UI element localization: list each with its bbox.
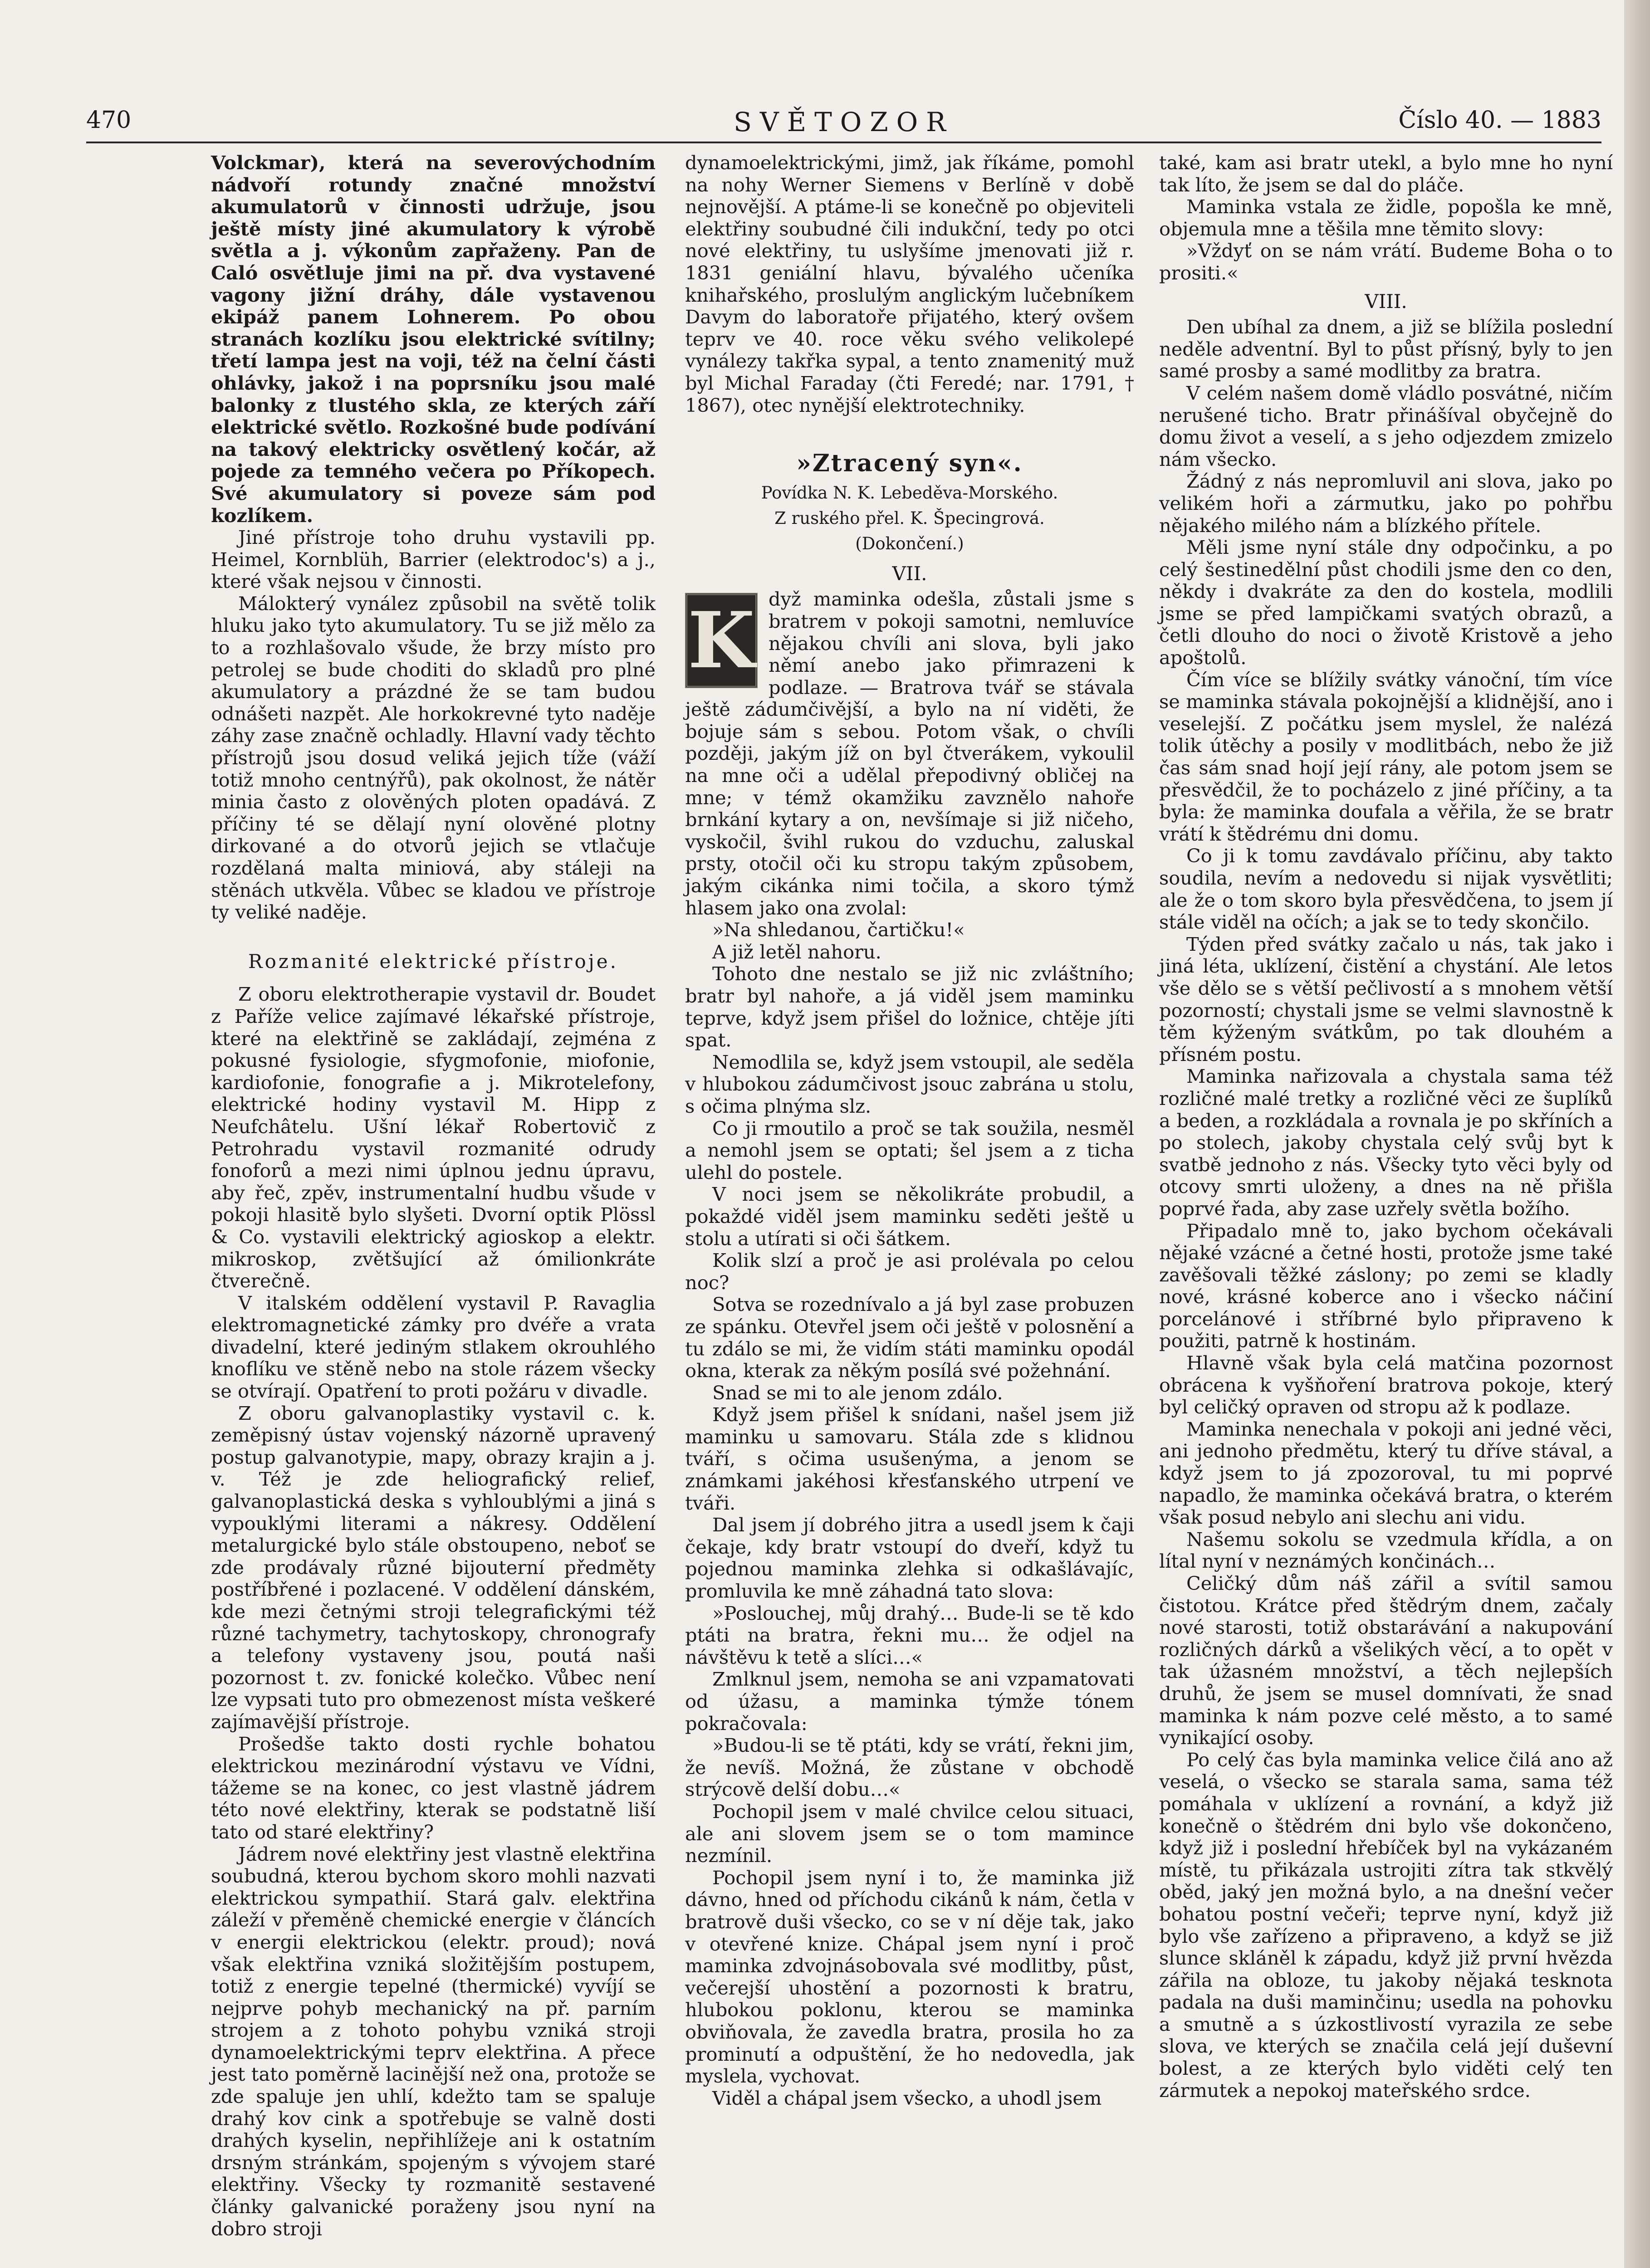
paragraph: Tohoto dne nestalo se již nic zvláštního; bratr byl nahoře, a já viděl jsem maminku teprve, když jsem přišel do ložnice, chtěje jíti spat. [685,963,1134,1051]
dropcap-initial: K [685,593,758,688]
paragraph: Nemodlila se, když jsem vstoupil, ale seděla v hlubokou zádumčivost jsouc zabrána u stolu, s očima plnýma slz. [685,1051,1134,1117]
column-middle [685,152,1134,2109]
paragraph: »Na shledanou, čartičku!« [712,919,965,941]
page-edge [1624,0,1650,2268]
conclusion-note: (Dokončení.) [855,533,964,553]
paragraph: Když jsem přišel k snídani, našel jsem již maminku u samovaru. Stála zde s klidnou tváří, s očima usušenýma, a jenom se známkami jakéhosi křesťanského utrpení ve tváři. [685,1403,1134,1514]
paragraph: Málokterý vynález způsobil na světě tolik hluku jako tyto akumulatory. Tu se již mělo za to a rozhlašovalo všude, že brzy místo pro petrolej se bude choditi do skladů pro plné akumulatory a prázdné že se tam budou odnášeti nazpět. Ale horkokrevné tyto naděje záhy zase značně ochladly. Hlavní vady těchto přístrojů jsou dosud veliká jejich tíže (váží totiž mnoho centnýřů), pak okolnost, že nátěr minia často z olověných ploten opadává. Z příčiny té se dělají nyní olověné plotny dirkované a do otvorů jejich se vtlačuje rozdělaná malta miniová, aby stáleji na stěnách utkvěla. Vůbec se kladou ve přístroje ty veliké naděje. [211,592,656,924]
paragraph: Našemu sokolu se vzedmula křídla, a on lítal nyní v neznámých končinách… [1159,1528,1613,1573]
paragraph: V italském oddělení vystavil P. Ravaglia elektromagnetické zámky pro dvéře a vrata divadelní, které jediným stlakem okrouhlého knoflíku ve stěně nebo na stole rázem všecky se otvírají. Opatření to proti požáru v divadle. [211,1291,656,1403]
page-number: 470 [86,107,132,134]
column-right [1159,152,1613,2102]
story-subtitle: Povídka N. K. Lebeděva-Morského. [761,483,1058,503]
section-title: Rozmanité elektrické přístroje. [248,950,619,973]
paragraph: »Vždyť on se nám vrátí. Budeme Boha o to prositi.« [1159,240,1613,284]
paragraph: dyž maminka odešla, zůstali jsme s bratrem v pokoji samotni, nemluvíce nějakou chvíli ani slova, byli jako němí anebo jako přimrazeni k podlaze. — Bratrova tvář se stávala ještě zádumčivější, a bylo na ní viděti, že bojuje sám s sebou. Potom však, o chvíli později, jakým jíž on byl čtverákem, vykoulil na mne oči a udělal přepodivný obličej na mne; v témž okamžiku zavznělo nahoře brnkání kytary a on, nevšímaje si již ničeho, vyskočil, švihl rukou do vzduchu, zaluskal prsty, otočil oči ku stropu takým způsobem, jakým cikánka nimi točila, a skoro týmž hlasem jako ona zvolal: [685,588,1134,919]
paragraph: Volckmar), která na severovýchodním nádvoří rotundy značné množství akumulatorů v činnosti udržuje, jsou ještě místy jiné akumulatory k výrobě světla a j. výkonům zapřaženy. Pan de Caló osvětluje jimi na př. dva vystavené vagony jižní dráhy, dále vystavenou ekipáž panem Lohnerem. Po obou stranách kozlíku jsou elektrické svítilny; třetí lampa jest na voji, též na čelní části ohlávky, jakož i na poprsníku jsou malé balonky z tlustého skla, ze kterých září elektrické světlo. Rozkošné bude podívání na takový elektricky osvětlený kočár, až pojede za temného večera po Příkopech. Své akumulatory si poveze sám pod kozlíkem. [211,152,656,527]
paragraph: Hlavně však byla celá matčina pozornost obrácena k vyšňoření bratrova pokoje, který byl celičký opraven od stropu až k podlaze. [1159,1352,1613,1418]
paragraph: Jádrem nové elektřiny jest vlastně elektřina soubudná, kterou bychom skoro mohli nazvati elektrickou sympathií. Stará galv. elektřina záleží v přeměně chemické energie v článcích v energii elektrickou (elektr. proud); nová však elektřina vzniká složitějším postupem, totiž z energie tepelné (thermické) vyvíjí se nejprve pohyb mechanický na př. parním strojem a z tohoto pohybu vzniká stroji dynamoelektrickými teprv elektřina. A přece jest tato poměrně lacinější než ona, protože se zde spaluje jen uhlí, kdežto tam se spaluje drahý kov cink a spotřebuje se valně dosti drahých kyselin, nepřihlížeje ani k ostatním drsným stránkám, spojeným s vývojem staré elektřiny. Všecky ty rozmanitě sestavené články galvanické poraženy jsou nyní na dobro stroji [211,1843,656,2240]
paragraph: Pochopil jsem v malé chvilce celou situaci, ale ani slovem jsem se o tom mamince nezmínil. [685,1800,1134,1867]
paragraph: Pochopil jsem nyní i to, že maminka již dávno, hned od příchodu cikánů k nám, četla v bratrově duši všecko, co se v ní děje tak, jako v otevřené knize. Chápal jsem nyní i proč maminka zdvojnásobovala své modlitby, půst, večerejší uhostění a pozornosti k bratru, hlubokou poklonu, kterou se maminka obviňovala, že zavedla bratra, prosila ho za prominutí a odpuštění, že ho nedovedla, jak myslela, vychovat. [685,1866,1134,2087]
paragraph: Jiné přístroje toho druhu vystavili pp. Heimel, Kornblüh, Barrier (elektrodoc's) a j., které však nejsou v činnosti. [211,526,656,593]
paragraph: Týden před svátky začalo u nás, tak jako i jiná léta, uklízení, čistění a chystání. Ale letos vše dělo se s větší pečlivostí a s mnohem větší pozorností; chystali jsme se velmi slavnostně k těm kýženým svátkům, po tak dlouhém a přísném postu. [1159,933,1613,1066]
paragraph: A již letěl nahoru. [712,940,881,963]
paragraph: Maminka vstala ze židle, popošla ke mně, objemula mne a těšila mne těmito slovy: [1159,196,1613,240]
paragraph: »Poslouchej, můj drahý… Bude-li se tě kdo ptáti na bratra, řekni mu… že odjel na návštěvu k tetě a slíci…« [685,1602,1134,1668]
paragraph: Prošedše takto dosti rychle bohatou elektrickou mezinárodní výstavu ve Vídni, tážeme se na konec, co jest vlastně jádrem této nové elektřiny, kterak se podstatně liší tato od staré elektřiny? [211,1732,656,1843]
paragraph: Kolik slzí a proč je asi prolévala po celou noc? [685,1249,1134,1294]
paragraph: Maminka nařizovala a chystala sama též rozličné malé tretky a rozličné věci ze šuplíků a beden, a rozkládala a rovnala je po skříních a po stolech, jakoby chystala celý svůj byt k svatbě jednoho z nás. Všecky tyto věci byly od otcovy smrti uloženy, a dnes na ně přišla poprvé řada, aby zase uzřely světla božího. [1159,1065,1613,1220]
paragraph: V noci jsem se několikráte probudil, a pokaždé viděl jsem maminku seděti ještě u stolu a utírati si oči šátkem. [685,1183,1134,1250]
paragraph: Co ji rmoutilo a proč se tak soužila, nesměl a nemohl jsem se optati; šel jsem a z ticha ulehl do postele. [685,1117,1134,1183]
column-left [211,152,656,2240]
paragraph: Z oboru galvanoplastiky vystavil c. k. zeměpisný ústav vojenský názorně upravený postup galvanotypie, mapy, obrazy krajin a j. v. Též je zde heliografický relief, galvanoplastická deska s vyhloublými a jiná s vypouklými literami a nákresy. Oddělení metalurgické bylo stále obstoupeno, neboť se zde prodávaly různé bijouterní předměty postříbřené i pozlacené. V oddělení dánském, kde mezi četnými stroji telegrafickými též různé tachymetry, tachytoskopy, chronografy a telefony vystaveny jsou, poutá naši pozornost t. zv. fonické kolečko. Vůbec není lze vypsati tuto pro obmezenost místa veškeré zajímavější přístroje. [211,1402,656,1733]
paragraph: Čím více se blížily svátky vánoční, tím více se maminka stávala pokojnější a klidnější, ano i veselejší. Z počátku jsem myslel, že nalézá tolik útěchy a posily v modlitbách, nebo že již čas sám snad hojí její rány, ale potom jsem se přesvědčil, že to pocházelo z jiné příčiny, a ta byla: že maminka doufala a věřila, že se bratr vrátí k štědrému dni domu. [1159,668,1613,845]
paragraph: V celém našem domě vládlo posvátné, ničím nerušené ticho. Bratr přinášíval obyčejně do domu život a veselí, a s jeho odjezdem zmizelo nám všecko. [1159,381,1613,470]
translator-credit: Z ruského přel. K. Špecingrová. [774,508,1045,528]
paragraph: Žádný z nás nepromluvil ani slova, jako po velikém hoři a zármutku, jako po pohřbu nějakého milého nám a blízkého přítele. [1159,470,1613,537]
paragraph: Snad se mi to ale jenom zdálo. [712,1381,1003,1404]
paragraph: Připadalo mně to, jako bychom očekávali nějaké vzácné a četné hosti, protože jsme také zavěšovali těžké záslony; po zemi se kladly nové, krásné koberce ano i všecko náčiní porcelánové i stříbrné bylo připraveno k použiti, patrně k hostinám. [1159,1219,1613,1352]
paragraph: Zmlknul jsem, nemoha se ani vzpamatovati od úžasu, a maminka týmže tónem pokračovala: [685,1668,1134,1735]
paragraph: Co ji k tomu zavdávalo příčinu, aby takto soudila, nevím a nedovedu si nijak vysvětliti; ale že o tom skoro byla přesvědčena, to jsem jí stále viděl na očích; a jak se to tedy skončilo. [1159,845,1613,934]
paragraph: Měli jsme nyní stále dny odpočinku, a po celý šestinedělní půst chodili jsme den co den, někdy i dvakráte za den do kostela, modlili jsme se před lampičkami svatých obrazů, a četli dlouho do noci o životě Kristově a jeho apoštolů. [1159,536,1613,669]
paragraph: Viděl a chápal jsem všecko, a uhodl jsem [712,2087,1102,2109]
header-rule [86,142,1601,143]
paragraph: Celičký dům náš zářil a svítil samou čistotou. Krátce před štědrým dnem, začaly nové starosti, totiž obstarávání a nakupování rozličných dárků a všelikých věcí, a to opět v tak úžasném množství, a těch nejlepších druhů, že jsem se musel domnívati, že snad maminka k nám pozve celé město, a to samé vynikající osoby. [1159,1572,1613,1749]
story-title: »Ztracený syn«. [796,450,1023,478]
paragraph: dynamoelektrickými, jimž, jak říkáme, pomohl na nohy Werner Siemens v Berlíně v době nejnovější. A ptáme-li se konečně po objeviteli elektřiny soubudné čili indukční, tedy po otci nové elektřiny, tu uslyšíme jmenovati již r. 1831 geniální hlavu, bývalého učeníka knihařského, proslulým anglickým lučebníkem Davym do laboratoře přijatého, který ovšem teprv ve 40. roce věku svého velikolepé vynálezy takřka sypal, a tento znamenitý muž byl Michal Faraday (čti Feredé; nar. 1791, † 1867), otec nynější elektrotechniky. [685,152,1134,416]
paragraph: Z oboru elektrotherapie vystavil dr. Boudet z Paříže velice zajímavé lékařské přístroje, které na elektřině se zakládají, zejména z pokusné fysiologie, sfygmofonie, miofonie, kardiofonie, fonografie a j. Mikrotelefony, elektrické hodiny vystavil M. Hipp z Neufchâtelu. Ušní lékař Robertovič z Petrohradu vystavil rozmanité odrudy fonoforů a mezi nimi úplnou jednu úpravu, aby řeč, zpěv, instrumentalní hudbu všude v pokoji hlasitě bylo slyšeti. Dvorní optik Plössl & Co. vystavili elektrický agioskop a elektr. mikroskop, zvětšující až ómilionkráte čtverečně. [211,983,656,1292]
paragraph: Dal jsem jí dobrého jitra a usedl jsem k čaji čekaje, kdy bratr vstoupí do dveří, když tu pojednou maminka zlehka si odkašlávajíc, promluvila ke mně záhadná tato slova: [685,1514,1134,1603]
paragraph: také, kam asi bratr utekl, a bylo mne ho nyní tak líto, že jsem se dal do pláče. [1159,152,1613,196]
journal-title: SVĚTOZOR [734,107,954,137]
issue-number: Číslo 40. — 1883 [1398,107,1601,134]
paragraph: Po celý čas byla maminka velice čilá ano až veselá, o všecko se starala sama, sama též pomáhala v uklízení a rovnání, a když již konečně o štědrém dni bylo vše dokončeno, když již i poslední hřebíček byl na vykázaném místě, tu přikázala ustrojiti zítra tak stkvělý oběd, jaký jen možná bylo, a na dnešní večer bohatou postní večeři; teprve nyní, když již bylo vše zařízeno a připraveno, a když se již slunce skláněl k západu, když již první hvězda zářila na obloze, tu jakoby nějaká tesknota padala na duši maminčinu; usedla na pohovku a smutně a s úzkostlivostí vyrazila ze sebe slova, ve kterých se značila celá její duševní bolest, a ze kterých bylo viděti celý ten zármutek a nepokoj mateřského srdce. [1159,1748,1613,2102]
paragraph: »Budou-li se tě ptáti, kdy se vrátí, řekni jim, že nevíš. Možná, že zůstane v obchodě strýcově delší dobu…« [685,1734,1134,1801]
chapter-heading: VIII. [1365,290,1407,313]
paragraph: Sotva se rozednívalo a já byl zase probuzen ze spánku. Otevřel jsem oči ještě v polosnění a tu zdálo se mi, že vidím státi maminku opodál okna, kterak za někým posílá své požehnání. [685,1293,1134,1382]
paragraph: Den ubíhal za dnem, a již se blížila poslední neděle adventní. Byl to půst přísný, byly to jen samé prosby a samé modlitby za bratra. [1159,316,1613,382]
chapter-heading: VII. [892,562,927,585]
paragraph: Maminka nenechala v pokoji ani jedné věci, ani jednoho předmětu, který tu dříve stával, a když jsem to já zpozoroval, tu mi poprvé napadlo, že maminka očekává bratra, o kterém však posud nebylo ani slechu ani vidu. [1159,1418,1613,1529]
